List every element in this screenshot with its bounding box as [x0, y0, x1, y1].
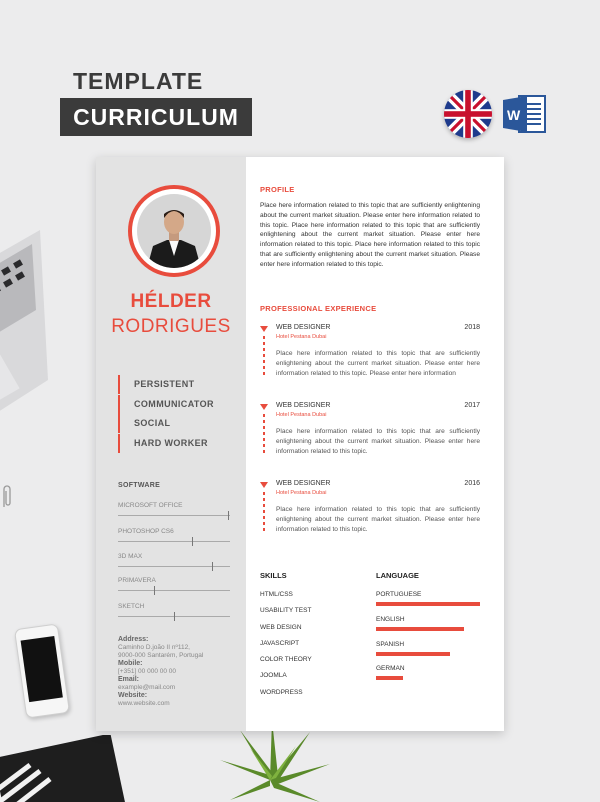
email-label: Email: [118, 676, 140, 683]
profile-photo [137, 194, 211, 268]
software-level-knob [174, 612, 175, 621]
language-title: LANGUAGE [376, 571, 419, 580]
first-name: HÉLDER [130, 291, 212, 312]
software-level-knob [212, 562, 213, 571]
notebook-decoration [0, 735, 130, 802]
language-item [376, 665, 482, 680]
skill-item: COLOR THEORY [260, 656, 312, 664]
language-level-bar [376, 627, 464, 631]
cv-sidebar [96, 157, 246, 731]
software-label: PRIMAVERA [118, 577, 156, 584]
software-level-knob [192, 537, 193, 546]
traits-list [118, 375, 214, 453]
job-year: 2017 [464, 402, 480, 409]
uk-flag-icon [444, 90, 492, 138]
address-line1: Caminho D.joão II nº112, [118, 644, 190, 651]
website-label: Website: [118, 692, 148, 699]
job-description: Place here information related to this topic that are sufficiently enlightening about the current market situation. Please enter here information related to this topic. [276, 428, 480, 455]
smartphone-decoration [14, 623, 70, 718]
software-item [118, 577, 230, 594]
website-value: www.website.com [118, 700, 170, 707]
software-item [118, 528, 230, 545]
header-curriculum-title: CURRICULUM [60, 98, 252, 136]
job-title: WEB DESIGNER [276, 324, 331, 331]
skill-item: USABILITY TEST [260, 607, 312, 615]
job-year: 2018 [464, 324, 480, 331]
software-title: SOFTWARE [118, 482, 161, 489]
software-label: 3D MAX [118, 553, 143, 560]
plant-decoration [200, 720, 340, 802]
software-level-knob [154, 586, 155, 595]
language-item [376, 591, 482, 606]
profile-text: Place here information related to this topic that are sufficiently enlightening about the current market situation. Please enter here information related to this topic. Place here information related to this topic that are sufficiently enlightening about the current market situation. Please enter here information related to this topic. Place here information related to this topic that are sufficiently enlightening about the current market situation. Please enter here information related to this topic. [260, 202, 480, 268]
mobile-label: Mobile: [118, 660, 143, 667]
skill-item: JAVASCRIPT [260, 639, 300, 647]
address-line2: 9000-000 Santarém, Portugal [118, 652, 204, 659]
contact-block [118, 636, 243, 708]
trait-item: PERSISTENT [118, 375, 214, 394]
skills-title: SKILLS [260, 571, 287, 580]
skill-item: HTML/CSS [260, 591, 293, 598]
job-marker-icon [260, 482, 268, 488]
software-item [118, 502, 230, 519]
last-name: RODRIGUES [111, 316, 231, 337]
laptop-decoration [0, 230, 48, 430]
software-level-knob [228, 511, 229, 520]
skills-list [260, 591, 312, 705]
header-template-title: TEMPLATE [73, 68, 204, 94]
software-item [118, 553, 230, 570]
trait-item: HARD WORKER [118, 434, 214, 453]
job-timeline [263, 492, 265, 532]
job-marker-icon [260, 404, 268, 410]
software-label: SKETCH [118, 603, 145, 610]
paperclip-icon [0, 483, 14, 509]
ms-word-icon [503, 94, 547, 134]
language-level-bar [376, 602, 480, 606]
profile-photo-frame [128, 185, 220, 277]
software-level-track [118, 586, 230, 594]
address-label: Address: [118, 636, 149, 643]
svg-text:W: W [507, 107, 521, 123]
language-name: GERMAN [376, 665, 405, 672]
skill-item: WORDPRESS [260, 688, 303, 696]
software-item [118, 603, 230, 620]
job-timeline [263, 414, 265, 454]
job-marker-icon [260, 326, 268, 332]
job-year: 2016 [464, 480, 480, 487]
job-description: Place here information related to this topic that are sufficiently enlightening about the current market situation. Please enter here information related to this topic. Please enter here information [276, 350, 480, 377]
language-name: PORTUGUESE [376, 591, 422, 598]
language-level-bar [376, 676, 403, 680]
skill-item: WEB DESIGN [260, 623, 302, 631]
software-level-track [118, 562, 230, 570]
software-level-track [118, 537, 230, 545]
software-level-track [118, 511, 230, 519]
trait-item: COMMUNICATOR [118, 395, 214, 414]
language-name: ENGLISH [376, 616, 405, 623]
mobile-value: [+351] 00 000 00 00 [118, 668, 177, 675]
job-title: WEB DESIGNER [276, 480, 331, 487]
experience-title: PROFESSIONAL EXPERIENCE [260, 304, 377, 313]
cv-sheet [96, 157, 504, 731]
language-item [376, 641, 482, 656]
language-item [376, 616, 482, 631]
software-label: MICROSOFT OFFICE [118, 502, 183, 509]
software-label: PHOTOSHOP CS6 [118, 528, 174, 535]
software-level-track [118, 612, 230, 620]
job-title: WEB DESIGNER [276, 402, 331, 409]
job-timeline [263, 336, 265, 376]
job-place: Hotel Pestana Dubai [276, 412, 327, 418]
language-name: SPANISH [376, 641, 405, 648]
skill-item: JOOMLA [260, 672, 287, 680]
trait-item: SOCIAL [118, 414, 214, 433]
job-place: Hotel Pestana Dubai [276, 334, 327, 340]
email-value: example@mail.com [118, 684, 176, 691]
job-place: Hotel Pestana Dubai [276, 490, 327, 496]
language-level-bar [376, 652, 450, 656]
job-description: Place here information related to this topic that are sufficiently enlightening about the current market situation. Please enter here information related to this topic. [276, 506, 480, 533]
profile-title: PROFILE [260, 185, 295, 194]
